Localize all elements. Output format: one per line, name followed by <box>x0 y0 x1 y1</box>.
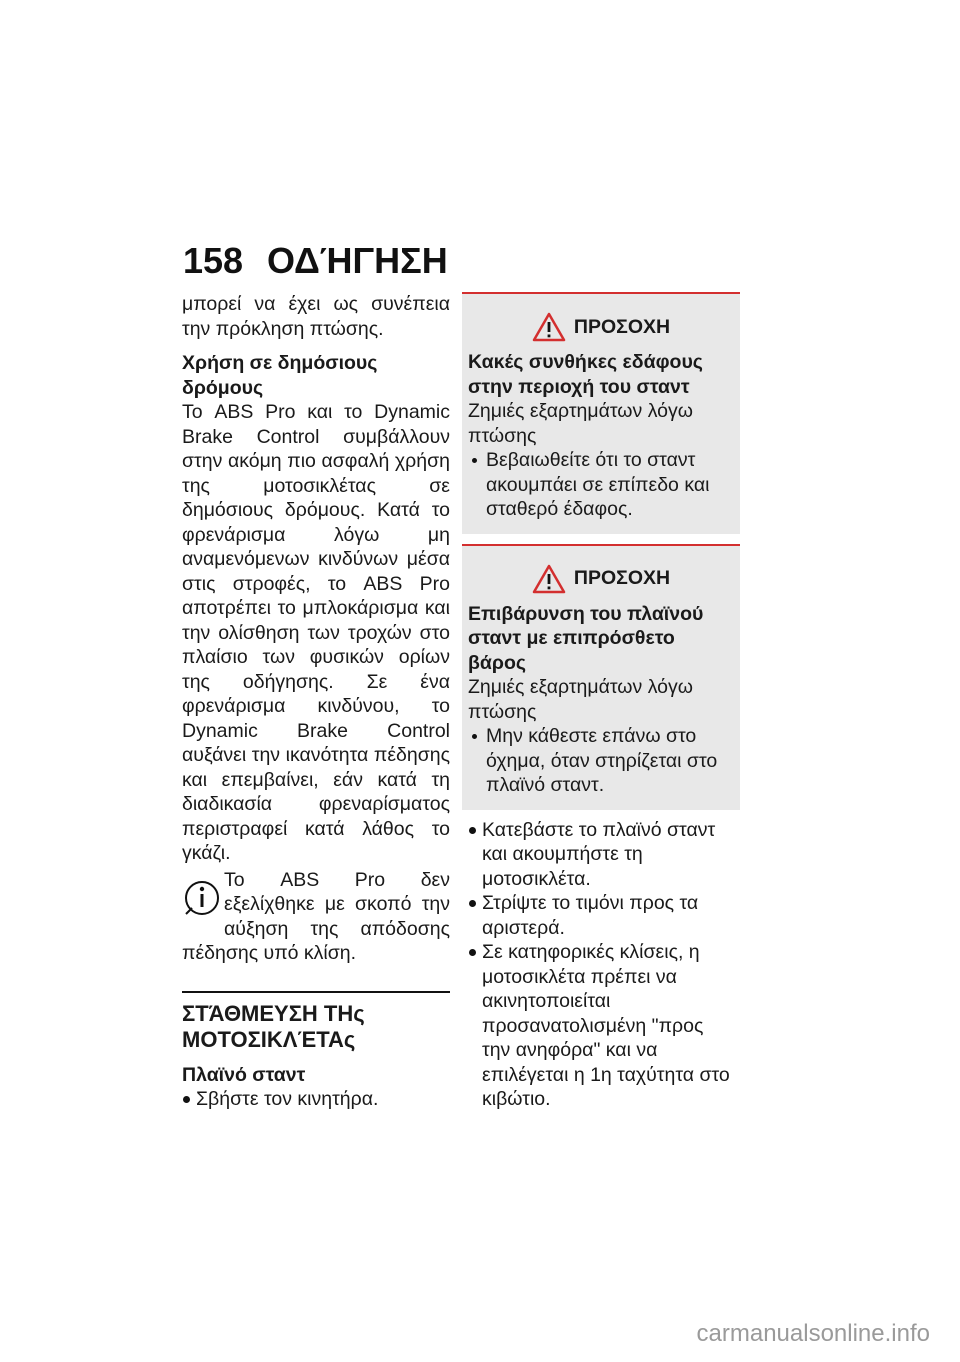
list-item: Βεβαιωθείτε ότι το σταντ ακουμπάει σε επίπεδο και σταθερό έδαφος. <box>468 448 734 522</box>
page-header <box>183 240 448 282</box>
intro-text: μπορεί να έχει ως συνέπεια την πρόκληση πτώσης. <box>182 293 450 340</box>
note-box <box>182 868 450 966</box>
list-item: Κατεβάστε το πλαϊνό σταντ και ακουμπήστε τη μοτοσικλέτα. <box>468 818 736 892</box>
warning-label: ΠΡΟΣΟΧΗ <box>573 567 671 590</box>
info-icon <box>182 870 220 920</box>
left-bullet-list <box>182 1087 450 1112</box>
list-item: Στρίψτε το τιμόνι προς τα αριστερά. <box>468 891 736 940</box>
watermark: carmanualsonline.info <box>696 1320 930 1347</box>
list-item: Σβήστε τον κινητήρα. <box>182 1087 450 1112</box>
warning-title: Επιβάρυνση του πλαϊνού σταντ με επιπρόσθετο βάρος <box>468 602 704 674</box>
subheading-side-stand: Πλαϊνό σταντ <box>182 1063 306 1086</box>
section-divider <box>182 991 450 1053</box>
warning-box <box>462 544 740 810</box>
section-heading-public-roads: Χρήση σε δημόσιους δρόμους <box>182 352 378 399</box>
list-item: Σε κατηφορικές κλίσεις, η μοτοσικλέτα πρέπει να ακινητοποιείται προσανατολισμένη "προς την ανηφόρα" και να επιλέγεται η 1η ταχύτητα στο κιβώτιο. <box>468 940 736 1112</box>
warning-actions <box>468 724 734 798</box>
section-title-parking: ΣΤΆΘΜΕΥΣΗ ΤΗς ΜΟΤΟΣΙΚΛΈΤΑς <box>182 1000 365 1052</box>
page-number: 158 <box>183 240 244 281</box>
warning-header <box>468 564 734 594</box>
warning-consequence: Ζημιές εξαρτημάτων λόγω πτώσης <box>468 676 693 723</box>
warning-triangle-icon <box>532 312 566 342</box>
warning-actions <box>468 448 734 522</box>
left-column <box>182 292 450 1112</box>
section-body-public-roads: Το ABS Pro και το Dynamic Brake Control συμβάλλουν στην ακόμη πιο ασφαλή χρήση της μοτοσικλέτας σε δημόσιους δρόμους. Κατά το φρενάρισμα λόγω μη αναμενόμενων κινδύνων μέσα στις στροφές, το ABS Pro αποτρέπει το μπλοκάρισμα και την ολίσθηση των τροχών στο πλαίσιο των φυσικών ορίων της οδήγησης. Σε ένα φρενάρισμα κινδύνου, το Dynamic Brake Control αυξάνει την ικανότητα πέδησης και επεμβαίνει, εάν κατά τη διαδικασία φρεναρίσματος περιστραφεί κατά λάθος το γκάζι. <box>182 401 450 864</box>
note-text: Το ABS Pro δεν εξελίχθηκε με σκοπό την αύξηση της απόδοσης πέδησης υπό κλίση. <box>182 868 450 964</box>
right-bullet-list <box>468 818 736 1112</box>
chapter-title: ΟΔΉΓΗΣΗ <box>267 240 448 281</box>
warning-box <box>462 292 740 534</box>
warning-consequence: Ζημιές εξαρτημάτων λόγω πτώσης <box>468 400 693 447</box>
warning-triangle-icon <box>532 564 566 594</box>
right-column <box>468 292 736 1112</box>
warning-title: Κακές συνθήκες εδάφους στην περιοχή του σταντ <box>468 351 703 398</box>
warning-label: ΠΡΟΣΟΧΗ <box>573 315 671 338</box>
warning-header <box>468 312 734 342</box>
list-item: Μην κάθεστε επάνω στο όχημα, όταν στηρίζεται στο πλαϊνό σταντ. <box>468 724 734 798</box>
